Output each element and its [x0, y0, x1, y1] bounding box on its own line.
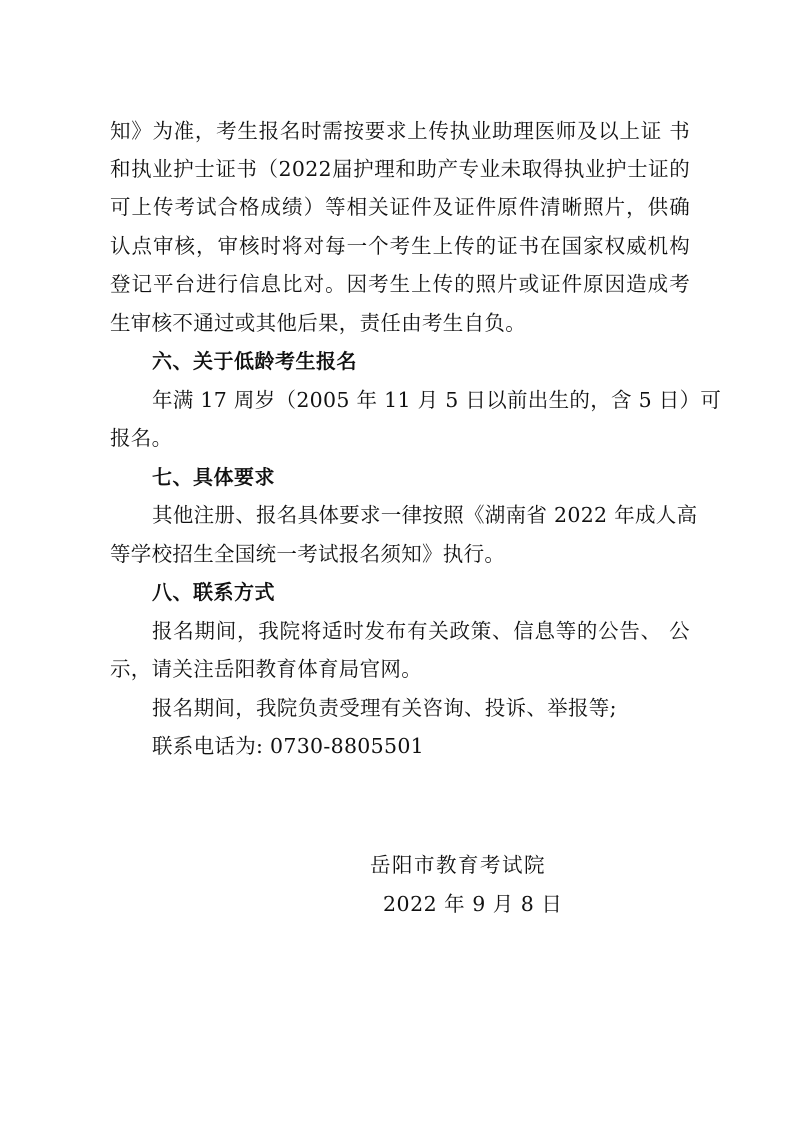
section-heading-6: 六、关于低龄考生报名	[152, 349, 357, 373]
paragraph-line: 报名期间，我院负责受理有关咨询、投诉、举报等;	[152, 696, 617, 720]
section-heading-8: 八、联系方式	[152, 580, 275, 604]
paragraph-line: 登记平台进行信息比对。因考生上传的照片或证件原因造成考	[110, 272, 690, 296]
paragraph-line: 知》为准，考生报名时需按要求上传执业助理医师及以上证 书	[110, 119, 690, 143]
paragraph-line: 等学校招生全国统一考试报名须知》执行。	[110, 542, 506, 566]
section-heading-7: 七、具体要求	[152, 465, 275, 489]
paragraph-line: 示，请关注岳阳教育体育局官网。	[110, 657, 422, 681]
signature-date: 2022 年 9 月 8 日	[383, 892, 563, 916]
paragraph-line: 其他注册、报名具体要求一律按照《湖南省 2022 年成人高	[152, 503, 698, 527]
paragraph-line: 可上传考试合格成绩）等相关证件及证件原件清晰照片，供确	[110, 195, 690, 219]
paragraph-line: 生审核不通过或其他后果，责任由考生自负。	[110, 311, 526, 335]
paragraph-line: 报名。	[110, 426, 173, 450]
paragraph-line: 年满 17 周岁（2005 年 11 月 5 日以前出生的，含 5 日）可	[152, 388, 722, 412]
contact-phone: 联系电话为: 0730-8805501	[152, 734, 425, 758]
paragraph-line: 报名期间，我院将适时发布有关政策、信息等的公告、 公	[152, 619, 690, 643]
signature-organization: 岳阳市教育考试院	[370, 853, 546, 877]
paragraph-line: 和执业护士证书（2022届护理和助产专业未取得执业护士证的	[110, 157, 690, 181]
paragraph-line: 认点审核，审核时将对每一个考生上传的证书在国家权威机构	[110, 234, 690, 258]
